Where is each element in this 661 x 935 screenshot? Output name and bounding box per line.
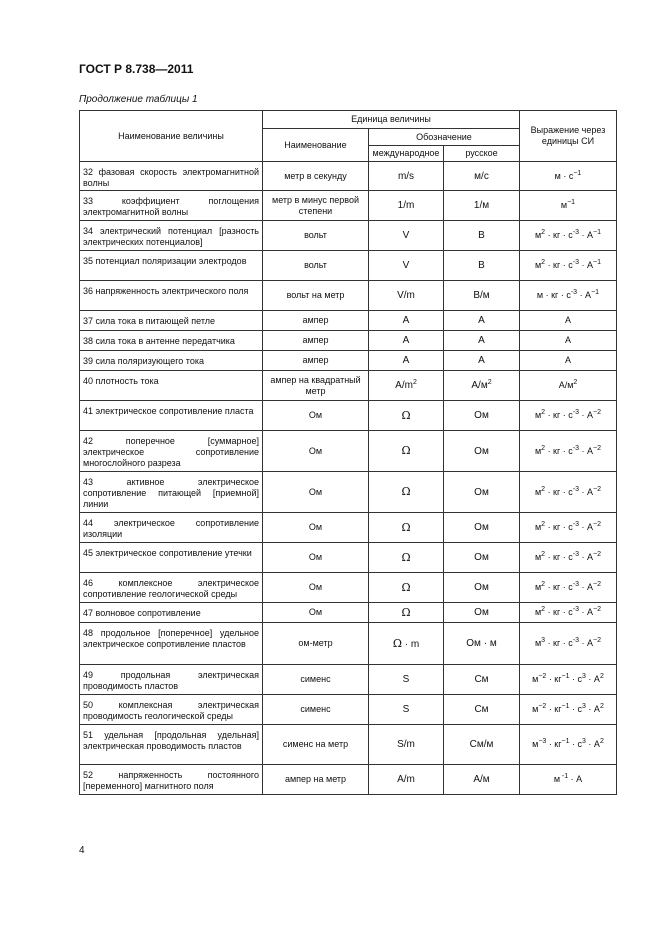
russian-symbol-cell: 1/м xyxy=(444,191,520,221)
international-symbol-cell: A xyxy=(369,311,444,331)
unit-name-cell: Ом xyxy=(263,513,369,543)
russian-symbol-cell: А xyxy=(444,331,520,351)
quantity-name-cell: 52 напряженность постоянного [переменного] магнитного поля xyxy=(80,765,263,795)
table-row xyxy=(80,221,617,251)
russian-symbol-cell: м/с xyxy=(444,162,520,191)
quantity-name-cell: 38 сила тока в антенне передатчика xyxy=(80,331,263,351)
russian-symbol-cell: $А/м^2$ xyxy=(444,371,520,401)
russian-symbol-cell: А xyxy=(444,311,520,331)
si-expression-cell: $м \cdot с^{-1}$ xyxy=(520,162,617,191)
quantity-name-cell: 39 сила поляризующего тока xyxy=(80,351,263,371)
si-expression-cell: $м^2$ · кг · $с^{-3} \cdot А^{-2}$ xyxy=(520,513,617,543)
header-quantity-name: Наименование величины xyxy=(80,111,263,162)
table-row xyxy=(80,281,617,311)
si-expression-cell: А xyxy=(520,311,617,331)
international-symbol-cell: V xyxy=(369,251,444,281)
unit-name-cell: Ом xyxy=(263,472,369,513)
international-symbol-cell: A xyxy=(369,351,444,371)
table-row xyxy=(80,765,617,795)
quantity-name-cell: 49 продольная электрическая проводимость пластов xyxy=(80,665,263,695)
table-row xyxy=(80,472,617,513)
table-row xyxy=(80,191,617,221)
table-row xyxy=(80,513,617,543)
russian-symbol-cell: В/м xyxy=(444,281,520,311)
international-symbol-cell: V xyxy=(369,221,444,251)
unit-name-cell: сименс xyxy=(263,665,369,695)
si-expression-cell: $м^2$ · кг · $с^{-3} \cdot А^{-2}$ xyxy=(520,603,617,623)
international-symbol-cell: S/m xyxy=(369,725,444,765)
quantity-name-cell: 34 электрический потенциал [разность электрических потенциалов] xyxy=(80,221,263,251)
russian-symbol-cell: Ом xyxy=(444,543,520,573)
international-symbol-cell: Ω xyxy=(369,603,444,623)
si-expression-cell: $м^{-3} \cdot кг^{-1} \cdot с^3 \cdot А^2$ xyxy=(520,725,617,765)
table-row xyxy=(80,695,617,725)
units-table xyxy=(79,110,617,795)
header-unit-group: Единица величины xyxy=(263,111,520,129)
quantity-name-cell: 43 активное электрическое сопротивление питающей [приемной] линии xyxy=(80,472,263,513)
unit-name-cell: Ом xyxy=(263,543,369,573)
russian-symbol-cell: См/м xyxy=(444,725,520,765)
quantity-name-cell: 33 коэффициент поглощения электромагнитной волны xyxy=(80,191,263,221)
international-symbol-cell: Ω xyxy=(369,401,444,431)
si-expression-cell: $м^{-2} \cdot кг^{-1} \cdot с^3 \cdot А^2$ xyxy=(520,695,617,725)
table-row xyxy=(80,311,617,331)
international-symbol-cell: 1/m xyxy=(369,191,444,221)
table-row xyxy=(80,431,617,472)
quantity-name-cell: 51 удельная [продольная удельная] электрическая проводимость пластов xyxy=(80,725,263,765)
quantity-name-cell: 47 волновое сопротивление xyxy=(80,603,263,623)
russian-symbol-cell: Ом xyxy=(444,513,520,543)
quantity-name-cell: 40 плотность тока xyxy=(80,371,263,401)
si-expression-cell: $м^2$ · кг · $с^{-3} \cdot А^{-2}$ xyxy=(520,401,617,431)
si-expression-cell: м · кг · $с^{-3} \cdot А^{-1}$ xyxy=(520,281,617,311)
international-symbol-cell: A/m xyxy=(369,765,444,795)
si-expression-cell: $м^2$ · кг · $с^{-3} \cdot А^{-1}$ xyxy=(520,251,617,281)
international-symbol-cell: S xyxy=(369,665,444,695)
unit-name-cell: сименс xyxy=(263,695,369,725)
page-number: 4 xyxy=(79,845,85,856)
unit-name-cell: вольт xyxy=(263,221,369,251)
header-international: международное xyxy=(369,146,444,162)
unit-name-cell: ом-метр xyxy=(263,623,369,665)
russian-symbol-cell: В xyxy=(444,221,520,251)
russian-symbol-cell: Ом xyxy=(444,573,520,603)
international-symbol-cell: S xyxy=(369,695,444,725)
international-symbol-cell: Ω xyxy=(369,431,444,472)
quantity-name-cell: 45 электрическое сопротивление утечки xyxy=(80,543,263,573)
russian-symbol-cell: Ом xyxy=(444,401,520,431)
si-expression-cell: $А/м^2$ xyxy=(520,371,617,401)
table-row xyxy=(80,331,617,351)
unit-name-cell: вольт на метр xyxy=(263,281,369,311)
table-row xyxy=(80,665,617,695)
international-symbol-cell: Ω xyxy=(369,543,444,573)
russian-symbol-cell: Ом · м xyxy=(444,623,520,665)
quantity-name-cell: 41 электрическое сопротивление пласта xyxy=(80,401,263,431)
table-row xyxy=(80,251,617,281)
header-russian: русское xyxy=(444,146,520,162)
russian-symbol-cell: Ом xyxy=(444,431,520,472)
si-expression-cell: м $^{-1}$ · А xyxy=(520,765,617,795)
international-symbol-cell: Ω xyxy=(369,513,444,543)
unit-name-cell: Ом xyxy=(263,603,369,623)
international-symbol-cell: A xyxy=(369,331,444,351)
unit-name-cell: метр в секунду xyxy=(263,162,369,191)
unit-name-cell: сименс на метр xyxy=(263,725,369,765)
header-designation: Обозначение xyxy=(369,129,520,146)
unit-name-cell: ампер на квадратный метр xyxy=(263,371,369,401)
unit-name-cell: вольт xyxy=(263,251,369,281)
si-expression-cell: $м^{-1}$ xyxy=(520,191,617,221)
si-expression-cell: $м^3$ · кг · $с^{-3} \cdot А^{-2}$ xyxy=(520,623,617,665)
russian-symbol-cell: А/м xyxy=(444,765,520,795)
quantity-name-cell: 46 комплексное электрическое сопротивление геологической среды xyxy=(80,573,263,603)
quantity-name-cell: 42 поперечное [суммарное] электрическое сопротивление многослойного разреза xyxy=(80,431,263,472)
quantity-name-cell: 44 электрическое сопротивление изоляции xyxy=(80,513,263,543)
si-expression-cell: А xyxy=(520,351,617,371)
unit-name-cell: Ом xyxy=(263,401,369,431)
quantity-name-cell: 35 потенциал поляризации электродов xyxy=(80,251,263,281)
unit-name-cell: ампер xyxy=(263,331,369,351)
table-row xyxy=(80,623,617,665)
international-symbol-cell: m/s xyxy=(369,162,444,191)
si-expression-cell: $м^2$ · кг · $с^{-3} \cdot А^{-1}$ xyxy=(520,221,617,251)
international-symbol-cell: V/m xyxy=(369,281,444,311)
unit-name-cell: ампер на метр xyxy=(263,765,369,795)
russian-symbol-cell: Ом xyxy=(444,472,520,513)
table-continuation-caption: Продолжение таблицы 1 xyxy=(79,94,198,105)
quantity-name-cell: 32 фазовая скорость электромагнитной волны xyxy=(80,162,263,191)
si-expression-cell: $м^{-2} \cdot кг^{-1} \cdot с^3 \cdot А^2$ xyxy=(520,665,617,695)
table-row xyxy=(80,371,617,401)
unit-name-cell: ампер xyxy=(263,311,369,331)
table-row xyxy=(80,725,617,765)
quantity-name-cell: 48 продольное [поперечное] удельное электрическое сопротивление пластов xyxy=(80,623,263,665)
si-expression-cell: $м^2$ · кг · $с^{-3} \cdot А^{-2}$ xyxy=(520,472,617,513)
russian-symbol-cell: См xyxy=(444,665,520,695)
quantity-name-cell: 36 напряженность электрического поля xyxy=(80,281,263,311)
header-unit-name: Наименование xyxy=(263,129,369,162)
international-symbol-cell: Ω · m xyxy=(369,623,444,665)
unit-name-cell: метр в минус первой степени xyxy=(263,191,369,221)
si-expression-cell: $м^2$ · кг · $с^{-3} \cdot А^{-2}$ xyxy=(520,573,617,603)
quantity-name-cell: 50 комплексная электрическая проводимость геологической среды xyxy=(80,695,263,725)
table-row xyxy=(80,573,617,603)
russian-symbol-cell: А xyxy=(444,351,520,371)
si-expression-cell: $м^2$ · кг · $с^{-3} \cdot А^{-2}$ xyxy=(520,431,617,472)
russian-symbol-cell: Ом xyxy=(444,603,520,623)
table-row xyxy=(80,162,617,191)
table-row xyxy=(80,603,617,623)
units-table-body xyxy=(80,162,617,795)
unit-name-cell: Ом xyxy=(263,573,369,603)
international-symbol-cell: Ω xyxy=(369,573,444,603)
si-expression-cell: $м^2$ · кг · $с^{-3} \cdot А^{-2}$ xyxy=(520,543,617,573)
unit-name-cell: Ом xyxy=(263,431,369,472)
document-header: ГОСТ Р 8.738—2011 xyxy=(79,62,194,76)
header-si-expression: Выражение через единицы СИ xyxy=(520,111,617,162)
table-row xyxy=(80,401,617,431)
table-row xyxy=(80,351,617,371)
international-symbol-cell: $A/m^2$ xyxy=(369,371,444,401)
si-expression-cell: А xyxy=(520,331,617,351)
unit-name-cell: ампер xyxy=(263,351,369,371)
russian-symbol-cell: См xyxy=(444,695,520,725)
international-symbol-cell: Ω xyxy=(369,472,444,513)
quantity-name-cell: 37 сила тока в питающей петле xyxy=(80,311,263,331)
table-row xyxy=(80,543,617,573)
russian-symbol-cell: В xyxy=(444,251,520,281)
